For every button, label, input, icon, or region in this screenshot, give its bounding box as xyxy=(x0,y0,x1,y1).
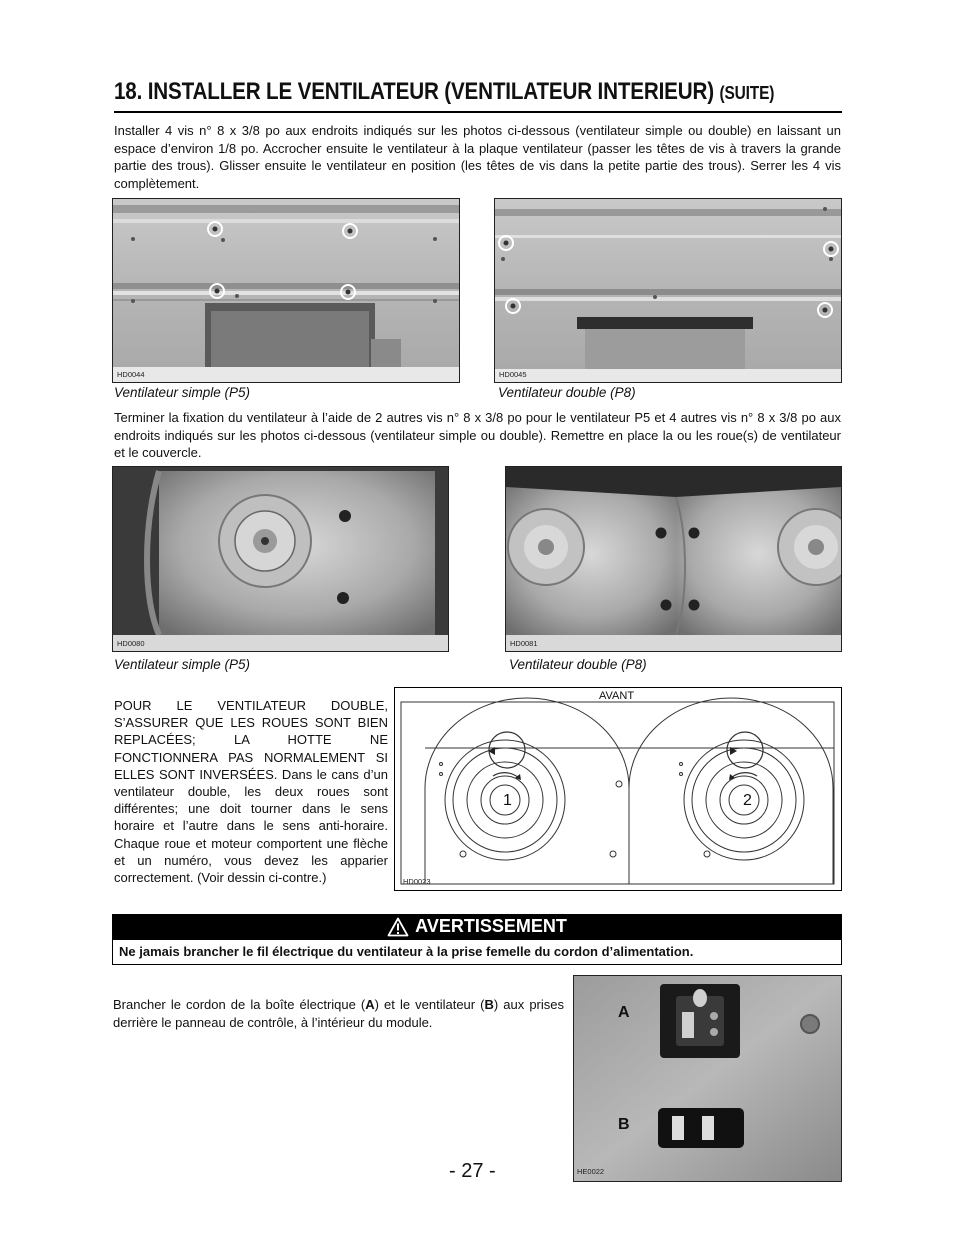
page-title xyxy=(114,78,775,106)
photo-simple-fan-plate xyxy=(112,198,460,383)
double-fan-paragraph: POUR LE VENTILATEUR DOUBLE, S’ASSURER QUE LES ROUES SONT BIEN REPLACÉES; LA HOTTE NE FONCTIONNERA PAS NORMALEMENT SI ELLES SONT INVERSÉES. Dans le cans d’un ventilateur double, les deux roues sont différentes; une doit tourner dans le sens horaire et l’autre dans le sens anti-horaire. Chaque roue et moteur comportent une flèche et un numéro, vous devez les apparier correctement. (Voir dessin ci-contre.) xyxy=(114,698,388,886)
text-part: ) et le ventilateur ( xyxy=(374,997,485,1012)
photo-caption: Ventilateur simple (P5) xyxy=(114,385,251,400)
warning-header xyxy=(112,914,842,939)
text-part: ) aux prises derrière le panneau de contrôle, à l’intérieur du module. xyxy=(113,997,565,1030)
title-main: 18. INSTALLER LE VENTILATEUR (VENTILATEUR INTERIEUR) xyxy=(114,78,714,105)
diagram-code: HD0023 xyxy=(403,877,431,886)
photo-double-fan-plate xyxy=(494,198,842,383)
wheel-diagram xyxy=(394,687,842,891)
photo-code: HE0022 xyxy=(577,1167,605,1176)
wheel-number-2: 2 xyxy=(743,792,752,809)
plug-label-a: A xyxy=(618,1004,630,1021)
photo-simple-fan-screws xyxy=(112,466,449,652)
title-rule xyxy=(114,111,842,113)
warning-text: Ne jamais brancher le fil électrique du ventilateur à la prise femelle du cordon d’alimentation. xyxy=(112,939,842,965)
warning-triangle-icon xyxy=(387,917,409,937)
photo-caption: Ventilateur double (P8) xyxy=(498,385,636,400)
plug-label-b: B xyxy=(618,1116,630,1133)
warning-label: AVERTISSEMENT xyxy=(415,916,567,936)
diagram-front-label: AVANT xyxy=(599,690,635,702)
label-b: B xyxy=(484,997,494,1012)
intro-paragraph: Installer 4 vis n° 8 x 3/8 po aux endroits indiqués sur les photos ci-dessous (ventilateur simple ou double) en laissant un espace d’environ 1/8 po. Accrocher ensuite le ventilateur à la plaque ventilateur (passer les têtes de vis à travers la grande partie des trous). Glisser ensuite le ventilateur en position (les têtes de vis dans la petite partie des trous). Serrer les 4 vis complètement. xyxy=(114,123,841,191)
photo-caption: Ventilateur double (P8) xyxy=(509,657,647,672)
page-number: - 27 - xyxy=(449,1160,496,1182)
text-part: Brancher le cordon de la boîte électrique ( xyxy=(113,997,366,1012)
fixation-paragraph: Terminer la fixation du ventilateur à l’aide de 2 autres vis n° 8 x 3/8 po pour le ventilateur P5 et 4 autres vis n° 8 x 3/8 po aux endroits indiqués sur les photos ci-dessous (ventilateur simple ou double). Remettre en place la ou les roue(s) de ventilateur et le couvercle. xyxy=(114,410,841,460)
photo-plugs xyxy=(573,975,842,1182)
photo-code: HD0081 xyxy=(510,639,538,648)
wheel-number-1: 1 xyxy=(503,792,512,809)
connection-paragraph xyxy=(113,996,564,1031)
label-a: A xyxy=(365,997,375,1012)
photo-code: HD0044 xyxy=(117,370,145,379)
photo-caption: Ventilateur simple (P5) xyxy=(114,657,251,672)
photo-code: HD0080 xyxy=(117,639,145,648)
photo-code: HD0045 xyxy=(499,370,527,379)
title-suite: (SUITE) xyxy=(719,83,775,103)
photo-double-fan-screws xyxy=(505,466,842,652)
